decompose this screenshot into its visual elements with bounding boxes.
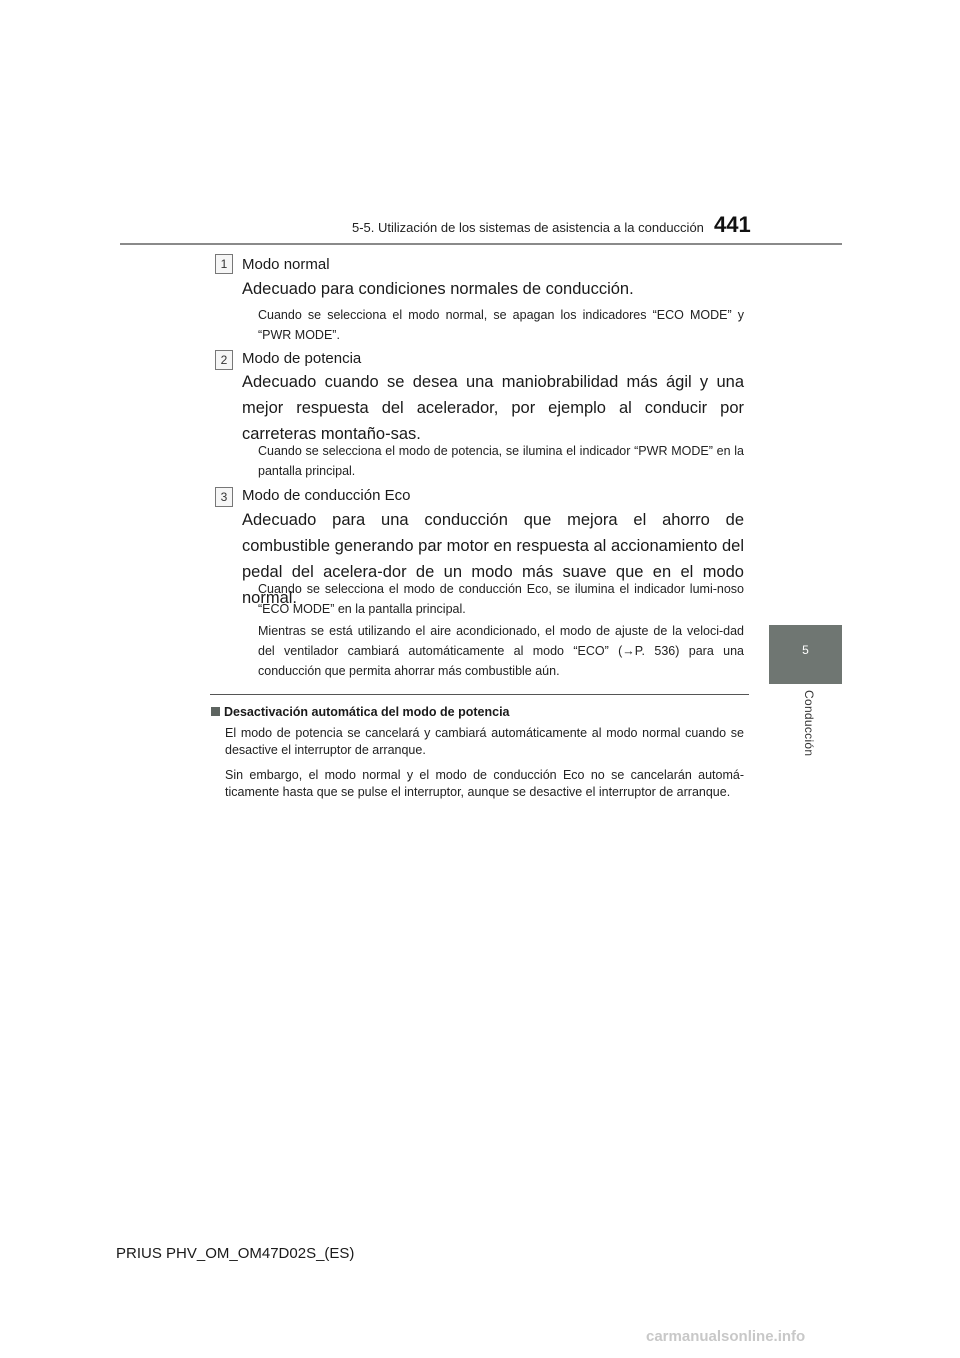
item-note: Cuando se selecciona el modo de potencia, se ilumina el indicador “PWR MODE” en la pantalla principal. [258,444,744,478]
document-code: PRIUS PHV_OM_OM47D02S_(ES) [116,1245,355,1262]
item-description: Adecuado cuando se desea una maniobrabilidad más ágil y una mejor respuesta del acelerador, por ejemplo al conducir por carreteras montaño-sas. [242,373,744,443]
section-separator [210,694,749,695]
square-bullet-icon [211,707,220,716]
item-description: Adecuado para una conducción que mejora el ahorro de combustible generando par motor en respuesta al accionamiento del pedal del acelera-dor de un modo más suave que en el modo normal. [242,511,744,607]
item-note: Cuando se selecciona el modo normal, se apagan los indicadores “ECO MODE” y “PWR MODE”. [258,308,744,342]
section-title: 5-5. Utilización de los sistemas de asistencia a la conducción [352,220,704,235]
item-number-badge: 2 [215,350,233,370]
item-number-badge: 3 [215,487,233,507]
info-paragraph: El modo de potencia se cancelará y cambiará automáticamente al modo normal cuando se desactive el interruptor de arranque. [225,726,744,757]
item-note: Mientras se está utilizando el aire acondicionado, el modo de ajuste de la veloci-dad del ventilador cambiará automáticamente al modo “ECO” (→P. 536) para una conducción que permita ahorrar más combustible aún. [258,624,744,678]
chapter-tab[interactable] [769,625,842,684]
item-title: Modo de conducción Eco [242,487,411,504]
info-heading [211,705,510,719]
info-paragraph: Sin embargo, el modo normal y el modo de conducción Eco no se cancelarán automá-ticamente hasta que se pulse el interruptor, aunque se desactive el interruptor de arranque. [225,768,744,799]
item-description: Adecuado para condiciones normales de conducción. [242,280,634,298]
item-note: Cuando se selecciona el modo de conducción Eco, se ilumina el indicador lumi-noso “ECO MODE” en la pantalla principal. [258,582,744,616]
watermark-text: carmanualsonline.info [646,1328,806,1345]
chapter-label: Conducción [802,690,816,757]
page-number: 441 [714,212,751,237]
info-heading-text: Desactivación automática del modo de potencia [224,705,510,719]
header-rule [120,243,842,245]
item-title: Modo normal [242,256,330,273]
item-title: Modo de potencia [242,350,362,367]
chapter-number: 5 [802,643,809,657]
item-number-badge: 1 [215,254,233,274]
